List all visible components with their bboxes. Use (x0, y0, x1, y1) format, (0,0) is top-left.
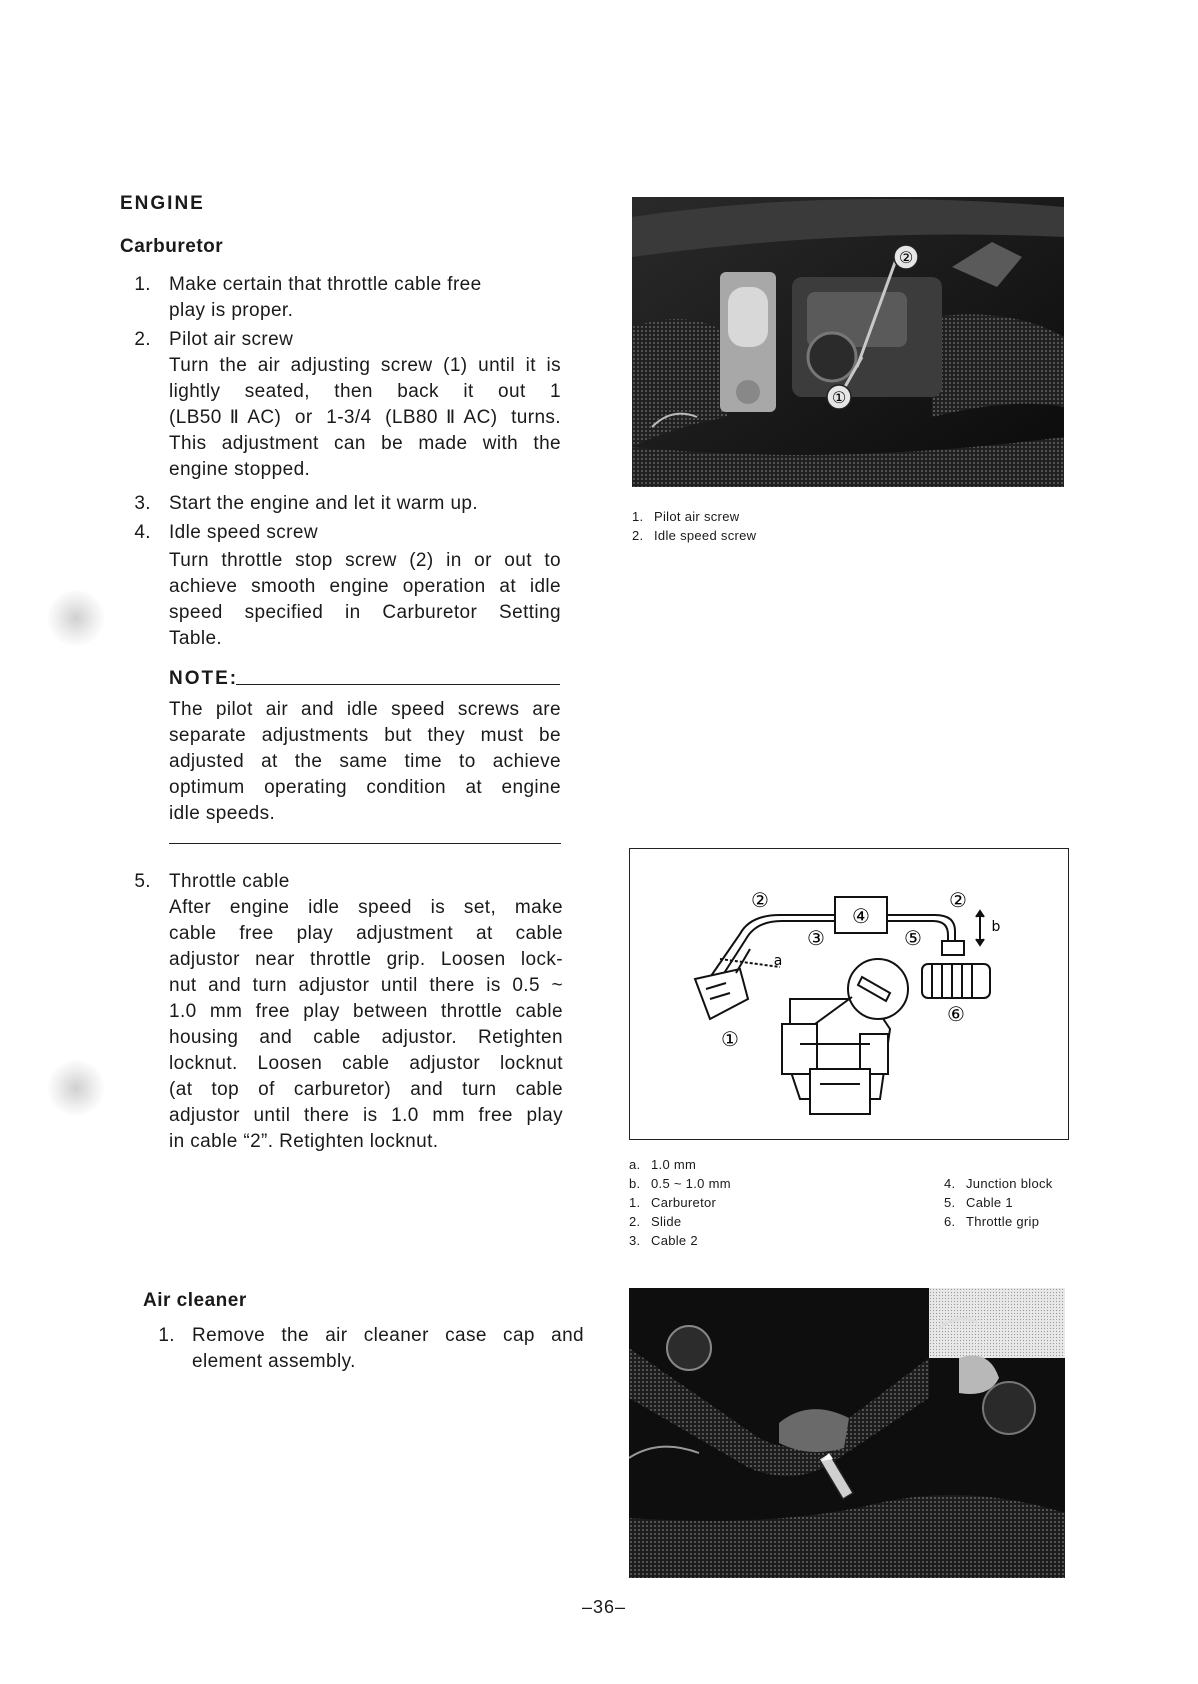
engine-carburetor-photo-art (632, 197, 1064, 487)
diagram-label-slide-left: ② (751, 888, 769, 912)
engine-carburetor-photo (632, 197, 1064, 487)
diagram-label-slide-right: ② (949, 888, 967, 912)
subsection-title-carburetor: Carburetor (120, 236, 224, 257)
air-cleaner-photo-art (629, 1288, 1065, 1578)
subsection-title-air-cleaner: Air cleaner (143, 1290, 247, 1311)
note-bottom-rule (169, 843, 561, 844)
diagram-caption-a: a. 1.0 mm (629, 1157, 697, 1172)
photo1-captions (632, 507, 756, 545)
diagram-caption-6: 6. Throttle grip (944, 1214, 1040, 1229)
scan-smudge (48, 590, 104, 646)
photo1-caption-1: 1. Pilot air screw (632, 509, 740, 524)
diagram-caption-3: 3. Cable 2 (629, 1233, 698, 1248)
diagram-label-a: a (773, 953, 783, 969)
diagram-caption-1: 1. Carburetor (629, 1195, 717, 1210)
diagram-label-junction-block: ④ (852, 904, 870, 928)
section-title: ENGINE (120, 193, 205, 214)
note-top-rule (236, 684, 560, 685)
throttle-cable-diagram (629, 848, 1069, 1140)
diagram-caption-2: 2. Slide (629, 1214, 682, 1229)
diagram-label-cable-1: ⑤ (904, 926, 922, 950)
photo1-callout-2: ② (898, 248, 914, 267)
diagram-caption-b: b. 0.5 ~ 1.0 mm (629, 1176, 731, 1191)
diagram-label-carburetor: ① (721, 1027, 739, 1051)
scan-smudge (48, 1060, 104, 1116)
diagram-label-throttle-grip: ⑥ (947, 1002, 965, 1026)
air-cleaner-photo (629, 1288, 1065, 1578)
diagram-label-cable-2: ③ (807, 926, 825, 950)
photo1-caption-2: 2. Idle speed screw (632, 528, 757, 543)
diagram-label-b: b (991, 919, 1001, 935)
diagram-captions-right (944, 1174, 1053, 1231)
diagram-captions-left (629, 1155, 731, 1250)
photo1-callout-1: ① (831, 388, 847, 407)
diagram-caption-4: 4. Junction block (944, 1176, 1053, 1191)
page-number: –36– (582, 1597, 627, 1617)
note-label: NOTE: (169, 668, 239, 689)
throttle-cable-diagram-art (630, 849, 1068, 1139)
diagram-caption-5: 5. Cable 1 (944, 1195, 1013, 1210)
